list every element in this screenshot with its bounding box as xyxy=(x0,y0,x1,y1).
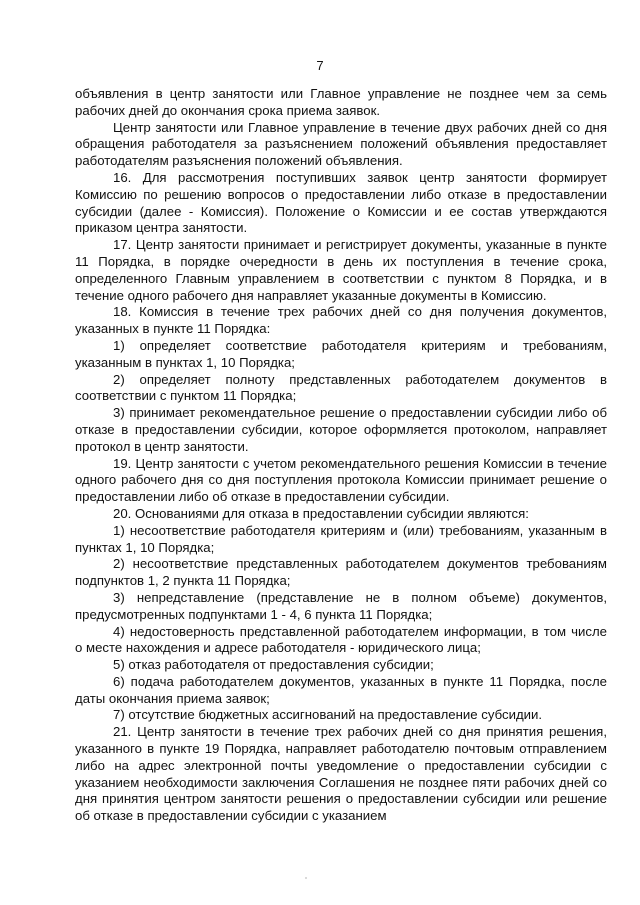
page-number: 7 xyxy=(316,58,324,73)
paragraph-20-item-7: 7) отсутствие бюджетных ассигнований на предоставление субсидии. xyxy=(113,707,543,723)
paragraph-20-item-3: 3) непредставление (представление не в полном объеме) документов, предусмотренных подпунктами 1 - 4, 6 пункта 11 Порядка; xyxy=(75,589,607,622)
paragraph-18-item-2: 2) определяет полноту представленных работодателем документов в соответствии с пунктом 11 Порядка; xyxy=(75,371,607,404)
scan-artifact xyxy=(305,877,307,879)
paragraph-20-item-1: 1) несоответствие работодателя критериям и (или) требованиям, указанным в пунктах 1, 10 Порядка; xyxy=(75,522,607,555)
paragraph-18-item-3: 3) принимает рекомендательное решение о предоставлении субсидии либо об отказе в предоставлении субсидии, которое оформляется протоколом, направляет протокол в центр занятости. xyxy=(75,405,607,454)
paragraph-20-item-6: 6) подача работодателем документов, указанных в пункте 11 Порядка, после даты окончания приема заявок; xyxy=(75,673,607,706)
paragraph-17: 17. Центр занятости принимает и регистрирует документы, указанные в пункте 11 Порядка, в порядке очередности в день их поступления в течение срока, определенного Главным управлением в соответствии с пунктом 8 Порядка, и в течение одного рабочего дня направляет указанные документы в Комиссию. xyxy=(75,237,607,303)
paragraph-20-item-4: 4) недостоверность представленной работодателем информации, в том числе о месте нахождения и адресе работодателя - юридического лица; xyxy=(75,623,607,656)
paragraph-20-item-5: 5) отказ работодателя от предоставления субсидии; xyxy=(113,657,434,673)
document-body xyxy=(75,86,607,825)
paragraph-20: 20. Основаниями для отказа в предоставлении субсидии являются: xyxy=(113,505,529,521)
paragraph-21: 21. Центр занятости в течение трех рабочих дней со дня принятия решения, указанного в пункте 19 Порядка, направляет работодателю почтовым отправлением либо на адрес электронной почты уведомление о предоставлении субсидии с указанием необходимости заключения Соглашения не позднее пяти рабочих дней со дня принятия центром занятости решения о предоставлении субсидии или решение об отказе в предоставлении субсидии с указанием xyxy=(75,724,607,824)
paragraph-20-item-2: 2) несоответствие представленных работодателем документов требованиям подпунктов 1, 2 пункта 11 Порядка; xyxy=(75,556,607,589)
paragraph-16: 16. Для рассмотрения поступивших заявок центр занятости формирует Комиссию по решению вопросов о предоставлении либо отказе в предоставлении субсидии (далее - Комиссия). Положение о Комиссии и ее состав утверждаются приказом центра занятости. xyxy=(75,169,607,236)
paragraph-clarification: Центр занятости или Главное управление в течение двух рабочих дней со дня обращения работодателя за разъяснением положений объявления предоставляет работодателям разъяснения положений объявления. xyxy=(75,119,607,169)
paragraph-18: 18. Комиссия в течение трех рабочих дней со дня получения документов, указанных в пункте 11 Порядка: xyxy=(75,304,607,337)
paragraph-19: 19. Центр занятости с учетом рекомендательного решения Комиссии в течение одного рабочего дня со дня поступления протокола Комиссии принимает решение о предоставлении либо об отказе в предоставлении субсидии. xyxy=(75,455,607,505)
paragraph-continuation: объявления в центр занятости или Главное управление не позднее чем за семь рабочих дней до окончания срока приема заявок. xyxy=(75,86,607,118)
paragraph-18-item-1: 1) определяет соответствие работодателя критериям и требованиям, указанным в пунктах 1, 10 Порядка; xyxy=(75,337,607,370)
